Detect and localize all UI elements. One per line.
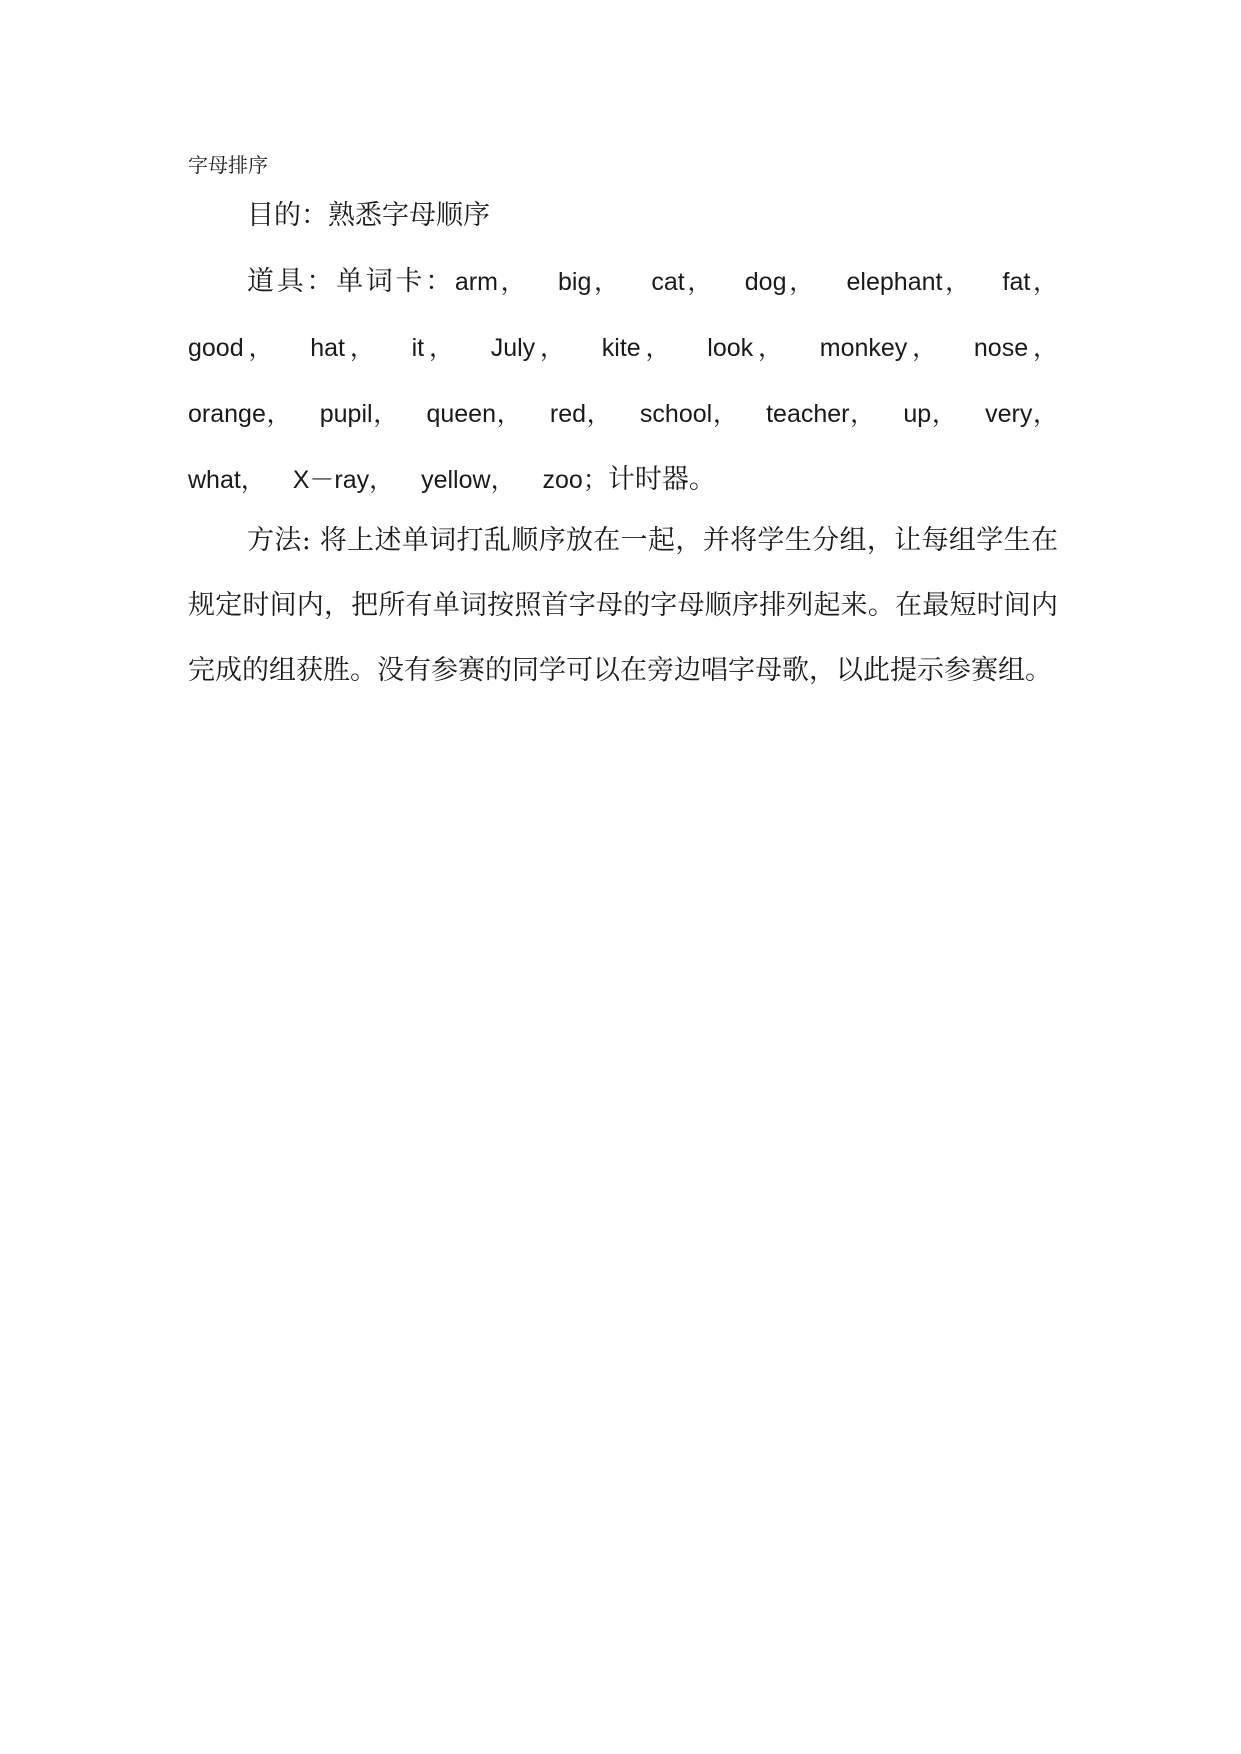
word-card-list: arm， big， cat， dog， elephant， fat， good， hat， it， July， kite， look， monkey， nose， orange， pupil， queen， red， school， teacher， up， very， what， X－ray， yellow， zoo； bbox=[188, 268, 1058, 494]
props-paragraph bbox=[188, 249, 1058, 513]
props-timer: 计时器。 bbox=[607, 464, 716, 495]
method-paragraph: 方法: 将上述单词打乱顺序放在一起，并将学生分组，让每组学生在规定时间内，把所有单词按照首字母的字母顺序排列起来。在最短时间内完成的组获胜。没有参赛的同学可以在旁边唱字母歌，以此提示参赛组。 bbox=[188, 525, 1058, 686]
document-title: 字母排序 bbox=[188, 153, 268, 177]
props-label: 道具：单词卡： bbox=[247, 266, 455, 297]
purpose-paragraph: 目的：熟悉字母顺序 bbox=[247, 200, 490, 231]
